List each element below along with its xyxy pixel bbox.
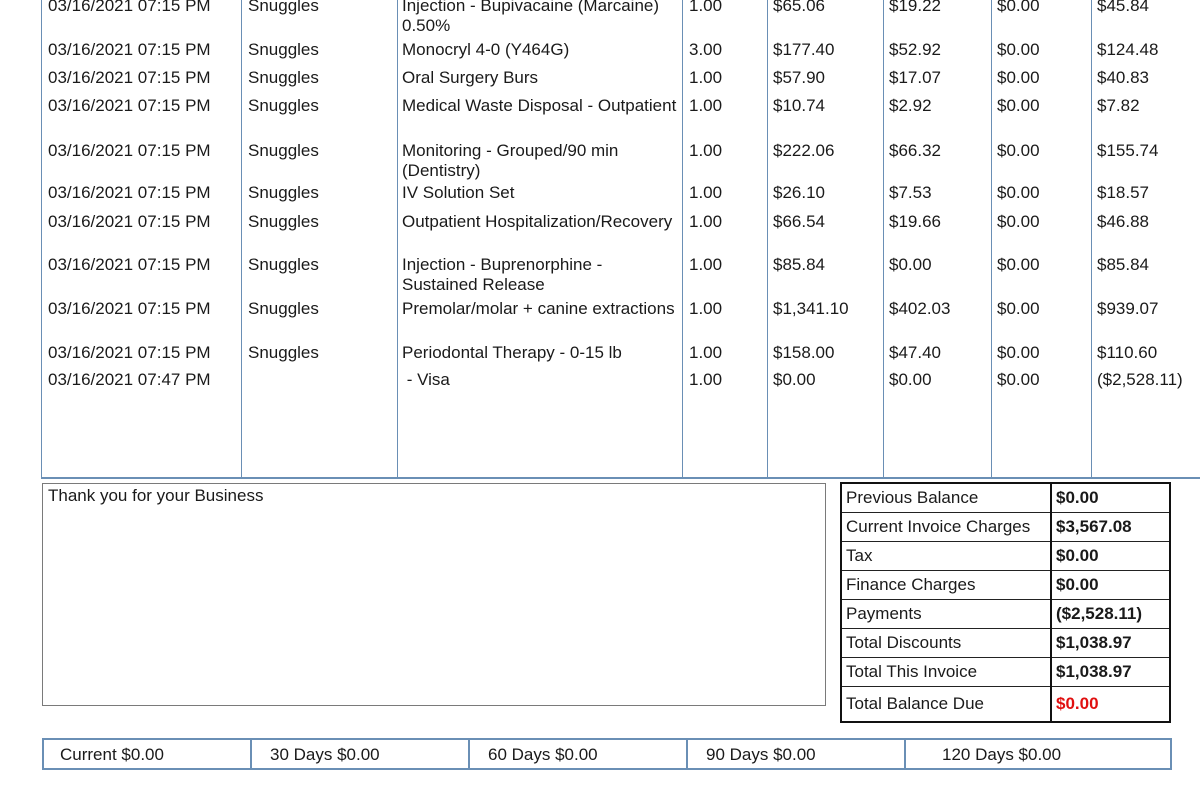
- total-this-invoice-label: Total This Invoice: [841, 658, 1051, 687]
- column-divider: [397, 0, 398, 477]
- row-date: 03/16/2021 07:15 PM: [48, 96, 211, 115]
- row-total: $939.07: [1097, 299, 1159, 318]
- row-total: $7.82: [1097, 96, 1140, 115]
- row-description: Monocryl 4-0 (Y464G): [402, 40, 570, 59]
- row-price: $0.00: [773, 370, 816, 389]
- row-qty: 1.00: [689, 299, 723, 318]
- row-tax: $0.00: [997, 255, 1040, 274]
- row-description: - Visa: [402, 370, 450, 389]
- row-date: 03/16/2021 07:15 PM: [48, 40, 211, 59]
- row-tax: $0.00: [997, 68, 1040, 87]
- row-qty: 1.00: [689, 0, 723, 15]
- row-total: $46.88: [1097, 212, 1149, 231]
- row-patient: Snuggles: [248, 183, 319, 202]
- summary-row: [841, 687, 1170, 723]
- row-tax: $0.00: [997, 141, 1040, 160]
- row-discount: $2.92: [889, 96, 932, 115]
- row-date: 03/16/2021 07:47 PM: [48, 370, 211, 389]
- row-price: $158.00: [773, 343, 835, 362]
- row-description: Injection - Buprenorphine - Sustained Release: [402, 255, 603, 294]
- summary-row: [841, 600, 1170, 629]
- row-price: $65.06: [773, 0, 825, 15]
- aging-current: Current $0.00: [44, 740, 252, 768]
- row-patient: Snuggles: [248, 141, 319, 160]
- row-date: 03/16/2021 07:15 PM: [48, 212, 211, 231]
- row-total: $85.84: [1097, 255, 1149, 274]
- total-this-invoice-value: $1,038.97: [1051, 658, 1170, 687]
- total-balance-due-label: Total Balance Due: [841, 687, 1051, 723]
- column-divider: [991, 0, 992, 477]
- summary-row: [841, 542, 1170, 571]
- current-charges-label: Current Invoice Charges: [841, 513, 1051, 542]
- summary-row: [841, 513, 1170, 542]
- row-discount: $17.07: [889, 68, 941, 87]
- summary-row: [841, 629, 1170, 658]
- row-price: $177.40: [773, 40, 835, 59]
- row-date: 03/16/2021 07:15 PM: [48, 299, 211, 318]
- row-tax: $0.00: [997, 343, 1040, 362]
- row-qty: 1.00: [689, 212, 723, 231]
- finance-charges-value: $0.00: [1051, 571, 1170, 600]
- row-date: 03/16/2021 07:15 PM: [48, 141, 211, 160]
- column-divider: [241, 0, 242, 477]
- row-tax: $0.00: [997, 40, 1040, 59]
- row-date: 03/16/2021 07:15 PM: [48, 343, 211, 362]
- row-qty: 1.00: [689, 255, 723, 274]
- row-price: $66.54: [773, 212, 825, 231]
- row-description: Injection - Bupivacaine (Marcaine) 0.50%: [402, 0, 660, 35]
- row-patient: Snuggles: [248, 68, 319, 87]
- row-discount: $7.53: [889, 183, 932, 202]
- row-total: $124.48: [1097, 40, 1159, 59]
- row-description: Oral Surgery Burs: [402, 68, 539, 87]
- row-price: $26.10: [773, 183, 825, 202]
- row-tax: $0.00: [997, 183, 1040, 202]
- row-discount: $52.92: [889, 40, 941, 59]
- row-patient: Snuggles: [248, 299, 319, 318]
- row-tax: $0.00: [997, 212, 1040, 231]
- column-divider: [883, 0, 884, 477]
- row-total: $18.57: [1097, 183, 1149, 202]
- row-date: 03/16/2021 07:15 PM: [48, 0, 211, 15]
- total-discounts-label: Total Discounts: [841, 629, 1051, 658]
- row-discount: $402.03: [889, 299, 951, 318]
- row-patient: Snuggles: [248, 96, 319, 115]
- total-balance-due-value: $0.00: [1051, 687, 1170, 723]
- row-qty: 1.00: [689, 68, 723, 87]
- row-date: 03/16/2021 07:15 PM: [48, 183, 211, 202]
- row-description: Outpatient Hospitalization/Recovery: [402, 212, 673, 231]
- previous-balance-value: $0.00: [1051, 483, 1170, 513]
- current-charges-value: $3,567.08: [1051, 513, 1170, 542]
- aging-120-days: 120 Days $0.00: [942, 745, 1062, 764]
- summary-row: [841, 483, 1170, 513]
- row-patient: Snuggles: [248, 255, 319, 274]
- row-date: 03/16/2021 07:15 PM: [48, 255, 211, 274]
- aging-summary: [42, 738, 1172, 770]
- column-divider: [1091, 0, 1092, 477]
- row-discount: $19.22: [889, 0, 941, 15]
- row-tax: $0.00: [997, 96, 1040, 115]
- tax-label: Tax: [841, 542, 1051, 571]
- row-discount: $47.40: [889, 343, 941, 362]
- finance-charges-label: Finance Charges: [841, 571, 1051, 600]
- row-discount: $0.00: [889, 370, 932, 389]
- row-patient: Snuggles: [248, 212, 319, 231]
- row-price: $1,341.10: [773, 299, 849, 318]
- row-tax: $0.00: [997, 0, 1040, 15]
- row-tax: $0.00: [997, 299, 1040, 318]
- row-description: Monitoring - Grouped/90 min (Dentistry): [402, 141, 619, 180]
- row-total: $155.74: [1097, 141, 1159, 160]
- row-description: Medical Waste Disposal - Outpatient: [402, 96, 677, 115]
- summary-row: [841, 571, 1170, 600]
- row-description: Periodontal Therapy - 0-15 lb: [402, 343, 622, 362]
- row-price: $10.74: [773, 96, 825, 115]
- row-description: Premolar/molar + canine extractions: [402, 299, 675, 318]
- message-box: [42, 483, 826, 706]
- row-qty: 1.00: [689, 343, 723, 362]
- row-price: $57.90: [773, 68, 825, 87]
- tax-value: $0.00: [1051, 542, 1170, 571]
- row-discount: $19.66: [889, 212, 941, 231]
- row-discount: $0.00: [889, 255, 932, 274]
- row-date: 03/16/2021 07:15 PM: [48, 68, 211, 87]
- payments-value: ($2,528.11): [1051, 600, 1170, 629]
- summary-row: [841, 658, 1170, 687]
- previous-balance-label: Previous Balance: [841, 483, 1051, 513]
- row-total: $45.84: [1097, 0, 1149, 15]
- column-divider: [682, 0, 683, 477]
- row-price: $85.84: [773, 255, 825, 274]
- row-patient: Snuggles: [248, 40, 319, 59]
- row-qty: 1.00: [689, 370, 723, 389]
- row-discount: $66.32: [889, 141, 941, 160]
- thank-you-message: Thank you for your Business: [48, 486, 264, 505]
- row-total: $40.83: [1097, 68, 1149, 87]
- row-qty: 1.00: [689, 141, 723, 160]
- total-discounts-value: $1,038.97: [1051, 629, 1170, 658]
- row-tax: $0.00: [997, 370, 1040, 389]
- aging-90-days: 90 Days $0.00: [688, 740, 906, 768]
- aging-30-days: 30 Days $0.00: [252, 740, 470, 768]
- invoice-summary: [840, 482, 1171, 723]
- row-total: $110.60: [1097, 343, 1158, 362]
- row-patient: Snuggles: [248, 343, 319, 362]
- payments-label: Payments: [841, 600, 1051, 629]
- aging-60-days: 60 Days $0.00: [470, 740, 688, 768]
- row-patient: Snuggles: [248, 0, 319, 15]
- row-qty: 1.00: [689, 183, 723, 202]
- row-total: ($2,528.11): [1097, 370, 1183, 389]
- column-divider: [767, 0, 768, 477]
- line-items-table: [41, 0, 1200, 479]
- row-price: $222.06: [773, 141, 835, 160]
- row-description: IV Solution Set: [402, 183, 515, 202]
- row-qty: 3.00: [689, 40, 723, 59]
- row-qty: 1.00: [689, 96, 723, 115]
